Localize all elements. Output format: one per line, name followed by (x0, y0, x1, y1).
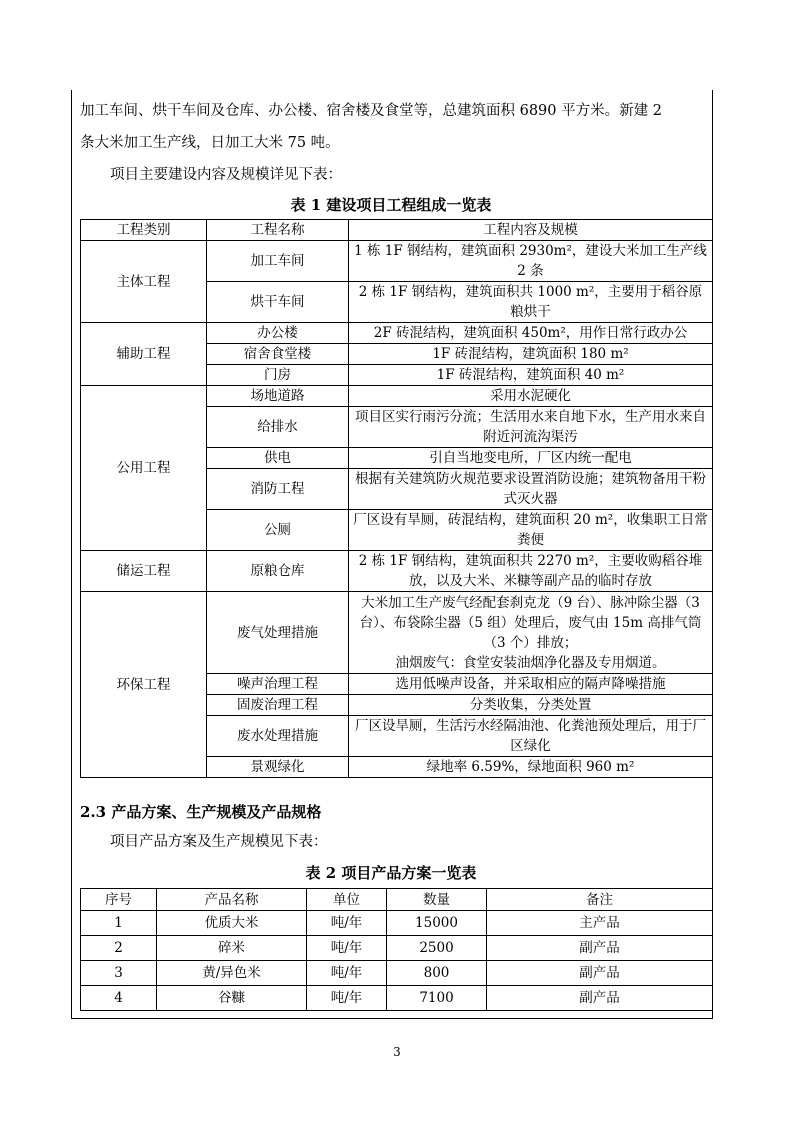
table1-content-cell (349, 407, 713, 448)
table2-cell: 碎米 (157, 936, 307, 961)
table1-content-text: 2 栋 1F 钢结构，建筑面积共 1000 m²，主要用于稻谷原粮烘干 (358, 284, 703, 320)
table1-content-text: 1 栋 1F 钢结构，建筑面积 2930m²，建设大米加工生产线 2 条 (354, 243, 707, 279)
table1-content-cell (349, 757, 713, 778)
table2-header-cell: 产品名称 (157, 889, 307, 911)
table2-cell: 谷糠 (157, 986, 307, 1011)
table2-cell: 3 (81, 961, 157, 986)
section-text: 项目产品方案及生产规模见下表： (110, 834, 328, 850)
table1-name-cell: 公厕 (207, 510, 349, 551)
table1-name-cell: 供电 (207, 448, 349, 469)
table2-cell: 吨/年 (307, 936, 387, 961)
table1-content-text: 项目区实行雨污分流；生活用水来自地下水，生产用水来自附近河流沟渠汚 (355, 409, 706, 445)
table1-category-cell: 辅助工程 (81, 323, 207, 386)
table1-row (81, 323, 713, 344)
project-composition-table (80, 219, 713, 778)
table1-category-cell: 环保工程 (81, 592, 207, 778)
intro-line-2: 条大米加工生产线，日加工大米 75 吨。 (80, 135, 340, 151)
table1-row (81, 592, 713, 674)
intro-line-3: 项目主要建设内容及规模详见下表： (110, 167, 342, 183)
table2-header-cell: 数量 (387, 889, 487, 911)
product-plan-table (80, 888, 713, 1011)
table1-content-cell (349, 241, 713, 282)
table1-content-text: 大米加工生产废气经配套刹克龙（9 台）、脉冲除尘器（3 台）、布袋除尘器（5 组）处理后，废气由 15m 高排气筒（3 个）排放； (359, 594, 702, 651)
table1-content-cell (349, 386, 713, 407)
table1-name-cell: 给排水 (207, 407, 349, 448)
table1-name-cell: 宿舍食堂楼 (207, 344, 349, 365)
table1-caption: 表 1 建设项目工程组成一览表 (290, 196, 492, 214)
table1-content-text: 厂区设旱厕，生活污水经隔油池、化粪池预处理后，用于厂区绿化 (355, 718, 706, 754)
table1-content-cell (349, 510, 713, 551)
table1-content-cell (349, 323, 713, 344)
table1-name-cell: 固废治理工程 (207, 695, 349, 716)
table2-cell: 吨/年 (307, 961, 387, 986)
table2-row (81, 936, 713, 961)
table1-row (81, 386, 713, 407)
table1-content-cell (349, 551, 713, 592)
table2-header-cell: 备注 (487, 889, 713, 911)
table2-cell: 4 (81, 986, 157, 1011)
table2-cell: 副产品 (487, 961, 713, 986)
table1-content-cell (349, 365, 713, 386)
table2-cell: 7100 (387, 986, 487, 1011)
table2-cell: 800 (387, 961, 487, 986)
table2-cell: 优质大米 (157, 911, 307, 936)
table1-header-cell: 工程内容及规模 (349, 220, 713, 241)
table1-content-text: 2 栋 1F 钢结构，建筑面积共 2270 m²，主要收购稻谷堆放，以及大米、米糠等副产品的临时存放 (358, 553, 703, 589)
table1-content-text: 绿地率 6.59%，绿地面积 960 m² (426, 759, 635, 775)
intro-line-1: 加工车间、烘干车间及仓库、办公楼、宿舍楼及食堂等，总建筑面积 6890 平方米。新建 2 (80, 103, 662, 119)
table2-row (81, 911, 713, 936)
table1-content-text: 根据有关建筑防火规范要求设置消防设施；建筑物备用干粉式灭火器 (355, 471, 706, 507)
table2-cell: 2 (81, 936, 157, 961)
table2-cell: 1 (81, 911, 157, 936)
table2-cell: 吨/年 (307, 911, 387, 936)
table2-caption: 表 2 项目产品方案一览表 (305, 864, 477, 882)
table1-row (81, 551, 713, 592)
table1-content-text: 厂区设有旱厕，砖混结构，建筑面积 20 m²，收集职工日常粪便 (353, 512, 708, 548)
table2-cell: 15000 (387, 911, 487, 936)
table1-header-cell: 工程类别 (81, 220, 207, 241)
table1-content-text: 1F 砖混结构，建筑面积 40 m² (436, 367, 625, 383)
table1-content-text: 1F 砖混结构，建筑面积 180 m² (432, 346, 629, 362)
table1-content-cell (349, 592, 713, 674)
table1-content-cell (349, 282, 713, 323)
table1-content-text: 采用水泥硬化 (490, 388, 571, 404)
table1-row (81, 241, 713, 282)
table2-row (81, 986, 713, 1011)
table1-header-row (81, 220, 713, 241)
table1-content-cell (349, 448, 713, 469)
table1-content-text: 油烟废气：食堂安装油烟净化器及专用烟道。 (395, 654, 666, 671)
table1-category-cell: 储运工程 (81, 551, 207, 592)
table1-content-cell (349, 695, 713, 716)
table2-cell: 黄/异色米 (157, 961, 307, 986)
table2-cell: 2500 (387, 936, 487, 961)
table1-name-cell: 办公楼 (207, 323, 349, 344)
table2-cell: 副产品 (487, 986, 713, 1011)
table1-name-cell: 加工车间 (207, 241, 349, 282)
table1-header-cell: 工程名称 (207, 220, 349, 241)
section-heading: 2.3 产品方案、生产规模及产品规格 (80, 803, 322, 821)
table1-content-cell (349, 674, 713, 695)
table2-cell: 副产品 (487, 936, 713, 961)
table1-name-cell: 废气处理措施 (207, 592, 349, 674)
table1-content-text: 分类收集，分类处置 (469, 697, 592, 713)
table1-name-cell: 原粮仓库 (207, 551, 349, 592)
table1-category-cell: 主体工程 (81, 241, 207, 323)
table1-content-cell (349, 716, 713, 757)
table1-content-cell (349, 469, 713, 510)
table2-cell: 主产品 (487, 911, 713, 936)
table1-name-cell: 噪声治理工程 (207, 674, 349, 695)
table1-name-cell: 场地道路 (207, 386, 349, 407)
table1-name-cell: 消防工程 (207, 469, 349, 510)
table1-content-text: 选用低噪声设备，并采取相应的隔声降噪措施 (395, 676, 666, 692)
table2-cell: 吨/年 (307, 986, 387, 1011)
table2-header-cell: 单位 (307, 889, 387, 911)
table1-category-cell: 公用工程 (81, 386, 207, 551)
table2-row (81, 961, 713, 986)
table2-header-cell: 序号 (81, 889, 157, 911)
table1-name-cell: 烘干车间 (207, 282, 349, 323)
table1-name-cell: 门房 (207, 365, 349, 386)
table2-header-row (81, 889, 713, 911)
table1-name-cell: 废水处理措施 (207, 716, 349, 757)
table1-content-text: 引自当地变电所，厂区内统一配电 (429, 450, 632, 466)
table1-content-text: 2F 砖混结构，建筑面积 450m²，用作日常行政办公 (373, 325, 688, 341)
table1-content-cell (349, 344, 713, 365)
table1-name-cell: 景观绿化 (207, 757, 349, 778)
page-number: 3 (393, 1045, 401, 1059)
